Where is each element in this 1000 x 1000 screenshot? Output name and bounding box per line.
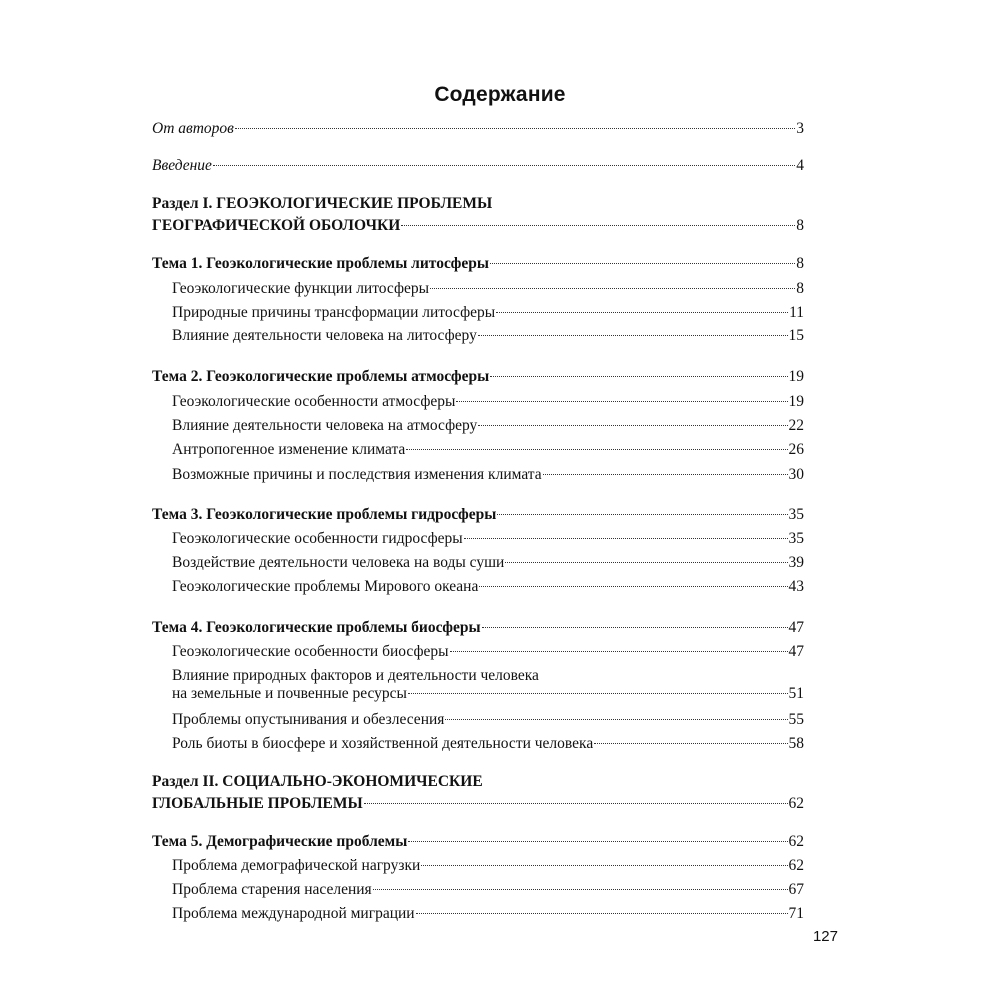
dot-leader	[401, 225, 795, 226]
toc-entry-subtopic[interactable]	[172, 576, 804, 598]
page-number: 127	[812, 928, 838, 945]
toc-entry-page: 39	[788, 554, 804, 571]
dot-leader	[478, 425, 787, 426]
dot-leader	[594, 743, 787, 744]
toc-entry-title: Влияние деятельности человека на атмосферу	[172, 417, 478, 434]
toc-entry-page: 35	[788, 530, 804, 547]
toc-entry-title: Проблемы опустынивания и обезлесения	[172, 711, 445, 728]
toc-entry-title: Геоэкологические функции литосферы	[172, 280, 430, 297]
toc-entry-from-authors[interactable]	[152, 118, 804, 140]
toc-entry-page: 58	[788, 735, 804, 752]
toc-entry-title: Тема 5. Демографические проблемы	[152, 833, 408, 850]
toc-entry-subtopic[interactable]	[172, 733, 804, 755]
toc-entry-subtopic[interactable]	[172, 903, 804, 925]
dot-leader	[497, 514, 787, 515]
toc-entry-title: ГЕОГРАФИЧЕСКОЙ ОБОЛОЧКИ	[152, 217, 401, 234]
toc-entry-topic-3[interactable]	[152, 504, 804, 526]
toc-entry-page: 47	[788, 619, 804, 636]
toc-entry-topic-1[interactable]	[152, 253, 804, 275]
toc-entry-title-line1: Раздел II. СОЦИАЛЬНО-ЭКОНОМИЧЕСКИЕ	[152, 773, 483, 790]
toc-entry-introduction[interactable]	[152, 155, 804, 177]
dot-leader	[408, 693, 788, 694]
toc-entry-title: Антропогенное изменение климата	[172, 441, 406, 458]
dot-leader	[406, 449, 787, 450]
dot-leader	[464, 538, 788, 539]
dot-leader	[478, 335, 788, 336]
toc-entry-page: 8	[796, 280, 804, 297]
toc-entry-page: 11	[789, 304, 804, 321]
dot-leader	[482, 627, 788, 628]
toc-entry-subtopic[interactable]	[172, 302, 804, 324]
dot-leader	[490, 263, 795, 264]
dot-leader	[445, 719, 787, 720]
toc-entry-subtopic[interactable]	[172, 464, 804, 486]
dot-leader	[235, 128, 795, 129]
toc-entry-page: 51	[788, 685, 804, 702]
dot-leader	[213, 165, 795, 166]
toc-entry-title: Тема 4. Геоэкологические проблемы биосферы	[152, 619, 481, 636]
toc-entry-subtopic[interactable]	[172, 641, 804, 663]
dot-leader	[456, 401, 787, 402]
toc-entry-subtopic[interactable]	[172, 325, 804, 347]
toc-entry-title-line1: Раздел I. ГЕОЭКОЛОГИЧЕСКИЕ ПРОБЛЕМЫ	[152, 195, 493, 212]
toc-entry-topic-4[interactable]	[152, 617, 804, 639]
toc-entry-subtopic[interactable]	[172, 665, 804, 709]
dot-leader	[408, 841, 787, 842]
toc-entry-subtopic[interactable]	[172, 278, 804, 300]
toc-entry-subtopic[interactable]	[172, 552, 804, 574]
toc-entry-subtopic[interactable]	[172, 528, 804, 550]
toc-entry-title: Геоэкологические особенности гидросферы	[172, 530, 463, 547]
toc-entry-title: Геоэкологические особенности биосферы	[172, 643, 449, 660]
toc-entry-topic-5[interactable]	[152, 831, 804, 853]
toc-entry-page: 22	[788, 417, 804, 434]
toc-entry-page: 55	[788, 711, 804, 728]
page-title: Содержание	[434, 83, 566, 106]
toc-entry-title: Проблема демографической нагрузки	[172, 857, 421, 874]
toc-entry-subtopic[interactable]	[172, 415, 804, 437]
dot-leader	[416, 913, 788, 914]
dot-leader	[430, 288, 795, 289]
toc-entry-title: на земельные и почвенные ресурсы	[172, 685, 407, 702]
toc-entry-title: Геоэкологические проблемы Мирового океана	[172, 578, 479, 595]
dot-leader	[505, 562, 787, 563]
toc-entry-title: Проблема старения населения	[172, 881, 372, 898]
toc-entry-subtopic[interactable]	[172, 855, 804, 877]
toc-entry-section-2[interactable]	[152, 771, 804, 815]
toc-entry-page: 15	[788, 327, 804, 344]
dot-leader	[496, 312, 788, 313]
toc-entry-title: Проблема международной миграции	[172, 905, 415, 922]
toc-entry-title: ГЛОБАЛЬНЫЕ ПРОБЛЕМЫ	[152, 795, 363, 812]
toc-entry-page: 35	[788, 506, 804, 523]
toc-entry-page: 8	[796, 217, 804, 234]
toc-entry-page: 8	[796, 255, 804, 272]
toc-entry-title: Возможные причины и последствия изменения климата	[172, 466, 542, 483]
toc-entry-title: Тема 1. Геоэкологические проблемы литосферы	[152, 255, 489, 272]
toc-entry-title: Воздействие деятельности человека на воды суши	[172, 554, 505, 571]
toc-entry-title: Влияние деятельности человека на литосферу	[172, 327, 477, 344]
toc-entry-subtopic[interactable]	[172, 439, 804, 461]
toc-entry-page: 67	[788, 881, 804, 898]
dot-leader	[490, 376, 787, 377]
toc-entry-page: 47	[788, 643, 804, 660]
toc-entry-page: 19	[788, 368, 804, 385]
toc-entry-title-line1: Влияние природных факторов и деятельности человека	[172, 667, 539, 684]
toc-entry-page: 62	[788, 857, 804, 874]
toc-entry-page: 62	[788, 795, 804, 812]
toc-entry-title: Геоэкологические особенности атмосферы	[172, 393, 456, 410]
toc-entry-page: 26	[788, 441, 804, 458]
toc-entry-page: 62	[788, 833, 804, 850]
toc-entry-subtopic[interactable]	[172, 709, 804, 731]
toc-entry-title: Введение	[152, 157, 212, 174]
toc-entry-topic-2[interactable]	[152, 366, 804, 388]
toc-entry-page: 71	[788, 905, 804, 922]
toc-entry-page: 4	[796, 157, 804, 174]
toc-entry-subtopic[interactable]	[172, 879, 804, 901]
dot-leader	[543, 474, 788, 475]
toc-entry-title: Роль биоты в биосфере и хозяйственной деятельности человека	[172, 735, 594, 752]
toc-entry-section-1[interactable]	[152, 193, 804, 237]
dot-leader	[421, 865, 787, 866]
toc-entry-page: 30	[788, 466, 804, 483]
toc-entry-page: 43	[788, 578, 804, 595]
toc-entry-title: Природные причины трансформации литосферы	[172, 304, 496, 321]
dot-leader	[364, 803, 788, 804]
toc-entry-title: Тема 3. Геоэкологические проблемы гидросферы	[152, 506, 497, 523]
toc-entry-subtopic[interactable]	[172, 391, 804, 413]
dot-leader	[479, 586, 787, 587]
toc-entry-title: От авторов	[152, 120, 234, 137]
toc-entry-page: 3	[796, 120, 804, 137]
toc-entry-page: 19	[788, 393, 804, 410]
dot-leader	[373, 889, 788, 890]
toc-entry-title: Тема 2. Геоэкологические проблемы атмосферы	[152, 368, 490, 385]
dot-leader	[450, 651, 788, 652]
